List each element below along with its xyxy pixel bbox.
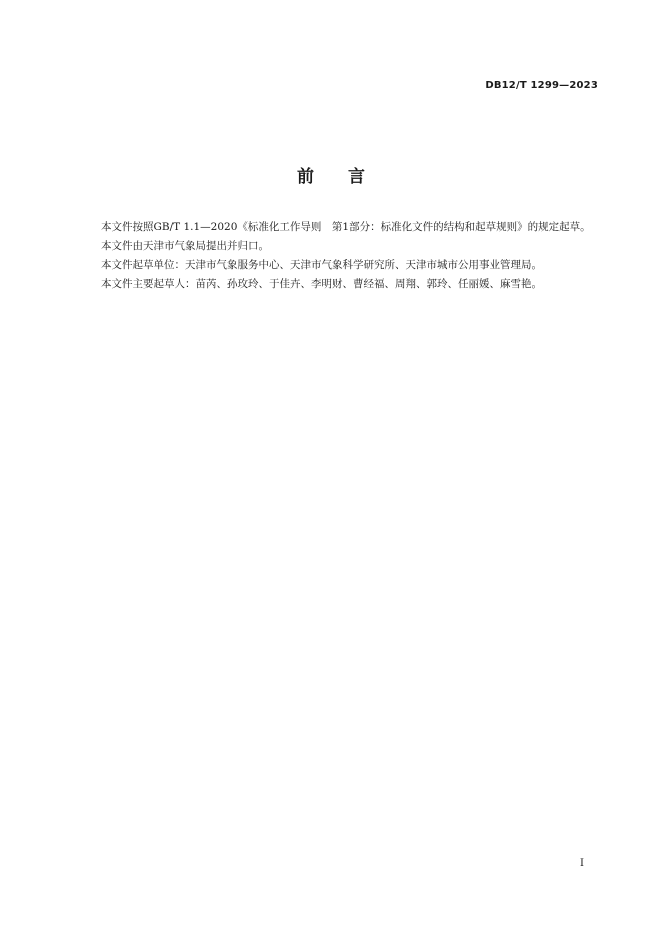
paragraph-drafters: 本文件主要起草人：苗芮、孙玫玲、于佳卉、李明财、曹经福、周翔、郭玲、任丽媛、麻雪艳。 — [101, 278, 542, 290]
title-char-2: 言 — [348, 167, 365, 187]
paragraph-proposer: 本文件由天津市气象局提出并归口。 — [101, 240, 269, 252]
paragraph-drafting-units: 本文件起草单位：天津市气象服务中心、天津市气象科学研究所、天津市城市公用事业管理局。 — [101, 259, 542, 271]
paragraph-drafting-rules: 本文件按照GB/T 1.1—2020《标准化工作导则 第1部分：标准化文件的结构和起草规则》的规定起草。 — [101, 221, 591, 233]
document-code: DB12/T 1299—2023 — [485, 80, 598, 91]
page-number: I — [580, 858, 584, 869]
foreword-body — [80, 218, 600, 294]
title-char-1: 前 — [297, 167, 314, 187]
page-title — [0, 162, 662, 187]
